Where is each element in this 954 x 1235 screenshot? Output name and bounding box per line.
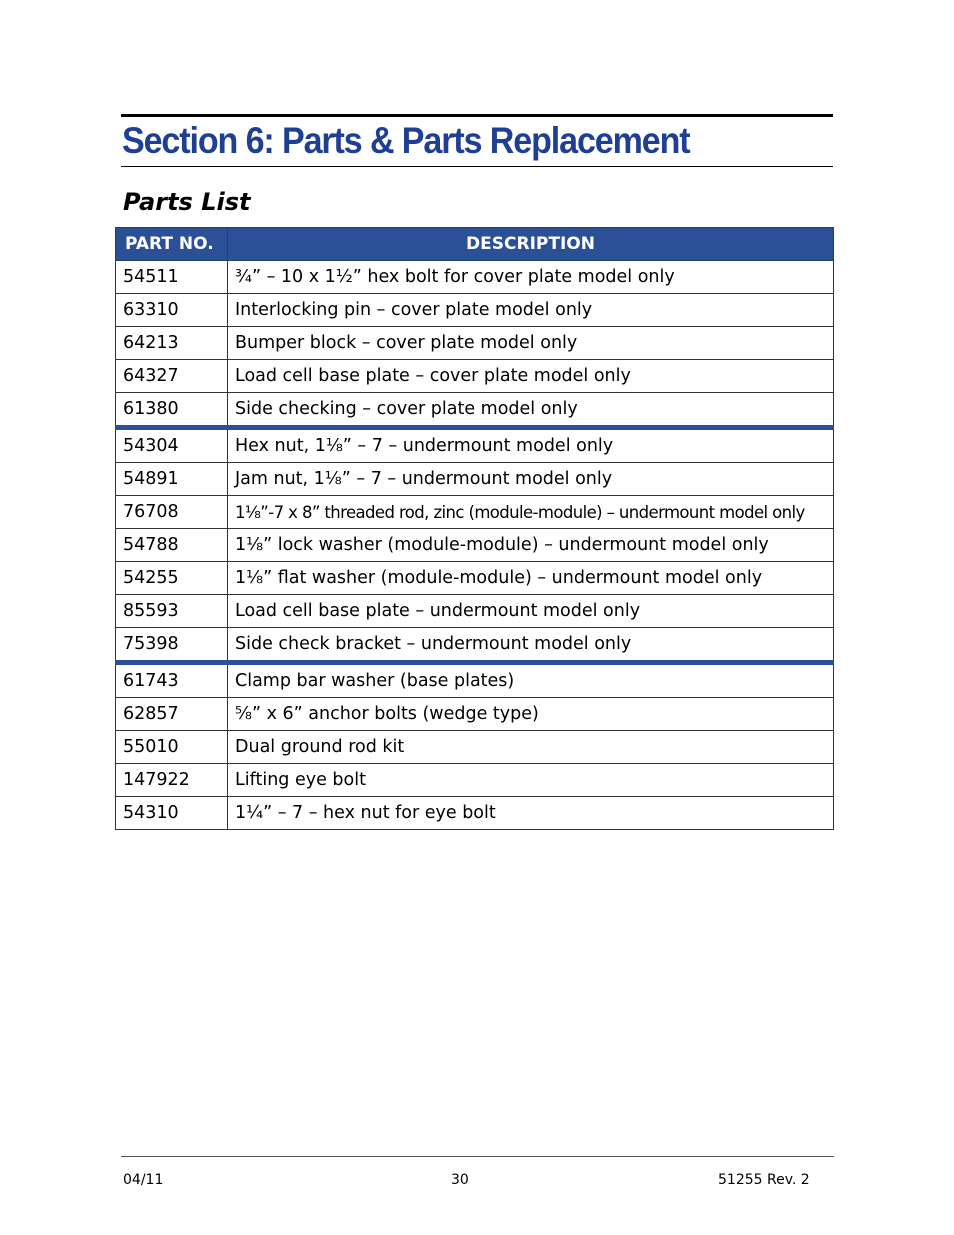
description-cell: Jam nut, 1⅛” – 7 – undermount model only [228, 463, 834, 496]
part-number-cell: 61743 [116, 663, 228, 698]
table-row [116, 628, 834, 663]
part-number-cell: 54255 [116, 562, 228, 595]
table-row [116, 731, 834, 764]
part-number-cell: 147922 [116, 764, 228, 797]
description-cell: Lifting eye bolt [228, 764, 834, 797]
title-rule-bottom [121, 166, 833, 167]
table-row [116, 463, 834, 496]
footer-date: 04/11 [123, 1172, 164, 1188]
part-number-cell: 54511 [116, 261, 228, 294]
description-cell: Interlocking pin – cover plate model only [228, 294, 834, 327]
table-row [116, 428, 834, 463]
title-rule-top [121, 114, 833, 117]
table-row [116, 663, 834, 698]
part-number-cell: 75398 [116, 628, 228, 663]
part-number-cell: 61380 [116, 393, 228, 428]
table-row [116, 360, 834, 393]
parts-list-heading: Parts List [123, 188, 251, 216]
description-cell: 1⅛” lock washer (module-module) – undermount model only [228, 529, 834, 562]
table-row [116, 764, 834, 797]
description-cell: Load cell base plate – undermount model only [228, 595, 834, 628]
footer-rule [121, 1156, 834, 1157]
description-cell: Hex nut, 1⅛” – 7 – undermount model only [228, 428, 834, 463]
header-part-no: PART NO. [116, 228, 228, 261]
parts-table [115, 227, 834, 830]
footer-doc-revision: 51255 Rev. 2 [718, 1172, 810, 1188]
part-number-cell: 54788 [116, 529, 228, 562]
description-cell: Bumper block – cover plate model only [228, 327, 834, 360]
table-row [116, 294, 834, 327]
part-number-cell: 55010 [116, 731, 228, 764]
part-number-cell: 76708 [116, 496, 228, 529]
table-row [116, 529, 834, 562]
part-number-cell: 54891 [116, 463, 228, 496]
description-cell: 1⅛” flat washer (module-module) – undermount model only [228, 562, 834, 595]
part-number-cell: 62857 [116, 698, 228, 731]
table-row [116, 562, 834, 595]
table-row [116, 698, 834, 731]
table-row [116, 797, 834, 830]
description-cell: 1⅛”-7 x 8” threaded rod, zinc (module-module) – undermount model only [228, 496, 834, 529]
part-number-cell: 54304 [116, 428, 228, 463]
header-description: DESCRIPTION [228, 228, 834, 261]
description-cell: ¾” – 10 x 1½” hex bolt for cover plate model only [228, 261, 834, 294]
description-cell: ⅝” x 6” anchor bolts (wedge type) [228, 698, 834, 731]
table-row [116, 496, 834, 529]
table-row [116, 393, 834, 428]
table-header-row [116, 228, 834, 261]
description-cell: Load cell base plate – cover plate model only [228, 360, 834, 393]
description-cell: Side check bracket – undermount model only [228, 628, 834, 663]
description-cell: Side checking – cover plate model only [228, 393, 834, 428]
table-row [116, 595, 834, 628]
description-cell: Dual ground rod kit [228, 731, 834, 764]
section-title: Section 6: Parts & Parts Replacement [122, 120, 690, 161]
table-row [116, 327, 834, 360]
part-number-cell: 63310 [116, 294, 228, 327]
part-number-cell: 64327 [116, 360, 228, 393]
part-number-cell: 64213 [116, 327, 228, 360]
footer-page-number: 30 [451, 1172, 469, 1188]
description-cell: 1¼” – 7 – hex nut for eye bolt [228, 797, 834, 830]
description-cell: Clamp bar washer (base plates) [228, 663, 834, 698]
part-number-cell: 54310 [116, 797, 228, 830]
part-number-cell: 85593 [116, 595, 228, 628]
table-row [116, 261, 834, 294]
